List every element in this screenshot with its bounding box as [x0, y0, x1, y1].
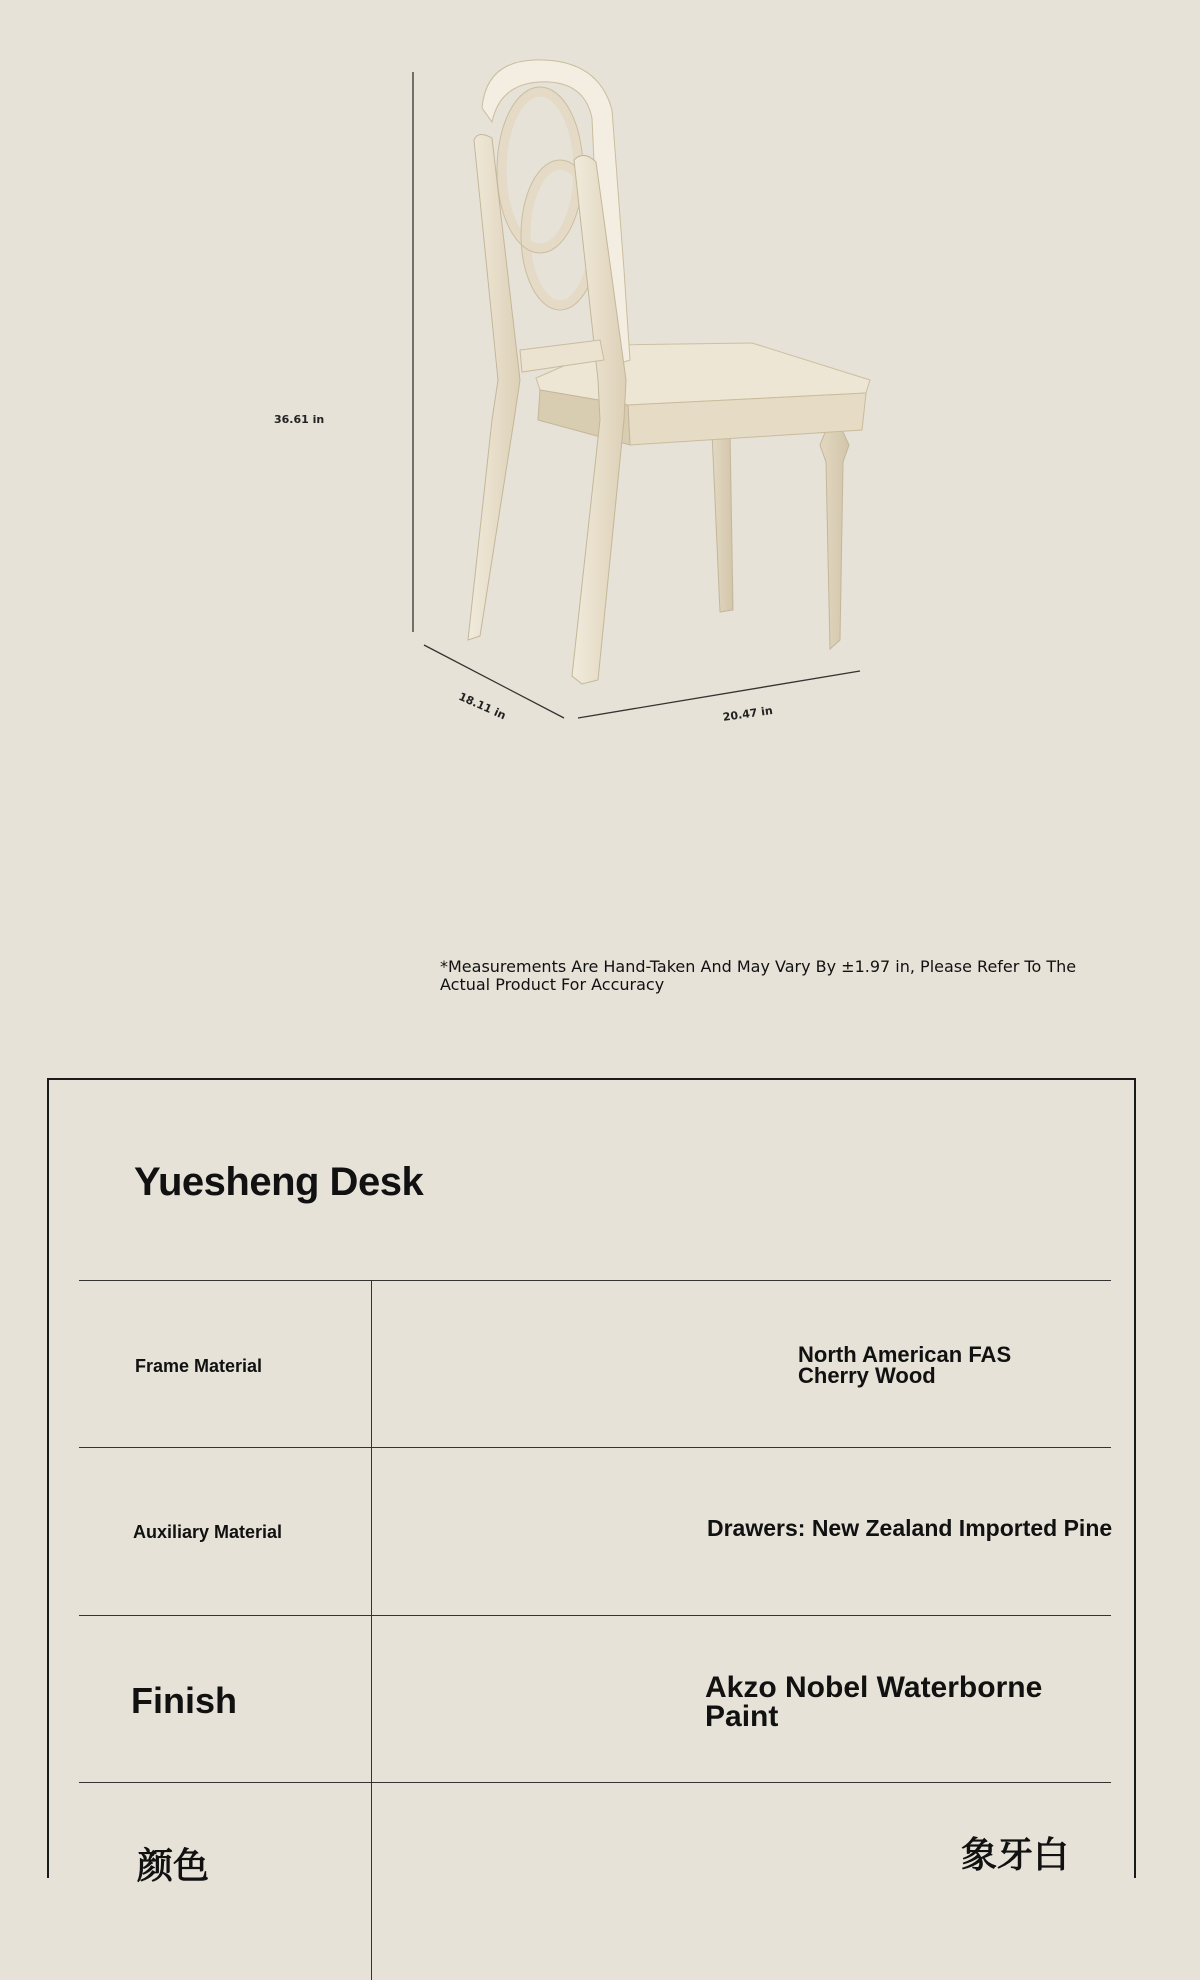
- spec-label-color: 颜色: [137, 1845, 210, 1887]
- table-divider: [79, 1447, 1111, 1448]
- spec-value-auxiliary-material: Drawers: New Zealand Imported Pine: [707, 1515, 1113, 1541]
- spec-label-frame-material: Frame Material: [135, 1356, 263, 1376]
- spec-value-frame-material: North American FAS Cherry Wood: [798, 1342, 1012, 1388]
- table-divider: [79, 1615, 1111, 1616]
- spec-value-color: 象牙白: [961, 1834, 1070, 1876]
- table-divider: [79, 1782, 1111, 1783]
- table-divider: [79, 1280, 1111, 1281]
- width-dimension-label: 20.47 in: [722, 704, 774, 724]
- chair-rear-leg-left: [468, 134, 520, 640]
- product-title: Yuesheng Desk: [134, 1160, 424, 1204]
- chair-illustration: [0, 0, 1200, 760]
- depth-dimension-label: 18.11 in: [456, 690, 508, 723]
- spec-value-finish: Akzo Nobel Waterborne Paint: [705, 1671, 1043, 1733]
- spec-label-finish: Finish: [131, 1680, 237, 1721]
- width-dimension-line: [578, 671, 860, 718]
- chair-rear-leg-right: [712, 432, 733, 612]
- table-column-divider: [371, 1280, 372, 1980]
- chair-front-leg-right: [818, 400, 849, 649]
- height-dimension-label: 36.61 in: [274, 413, 325, 426]
- spec-label-auxiliary-material: Auxiliary Material: [133, 1522, 283, 1542]
- spec-table: [47, 1078, 1136, 1887]
- measurement-disclaimer: *Measurements Are Hand-Taken And May Vary By ±1.97 in, Please Refer To The Actual Product For Accuracy: [440, 957, 1077, 994]
